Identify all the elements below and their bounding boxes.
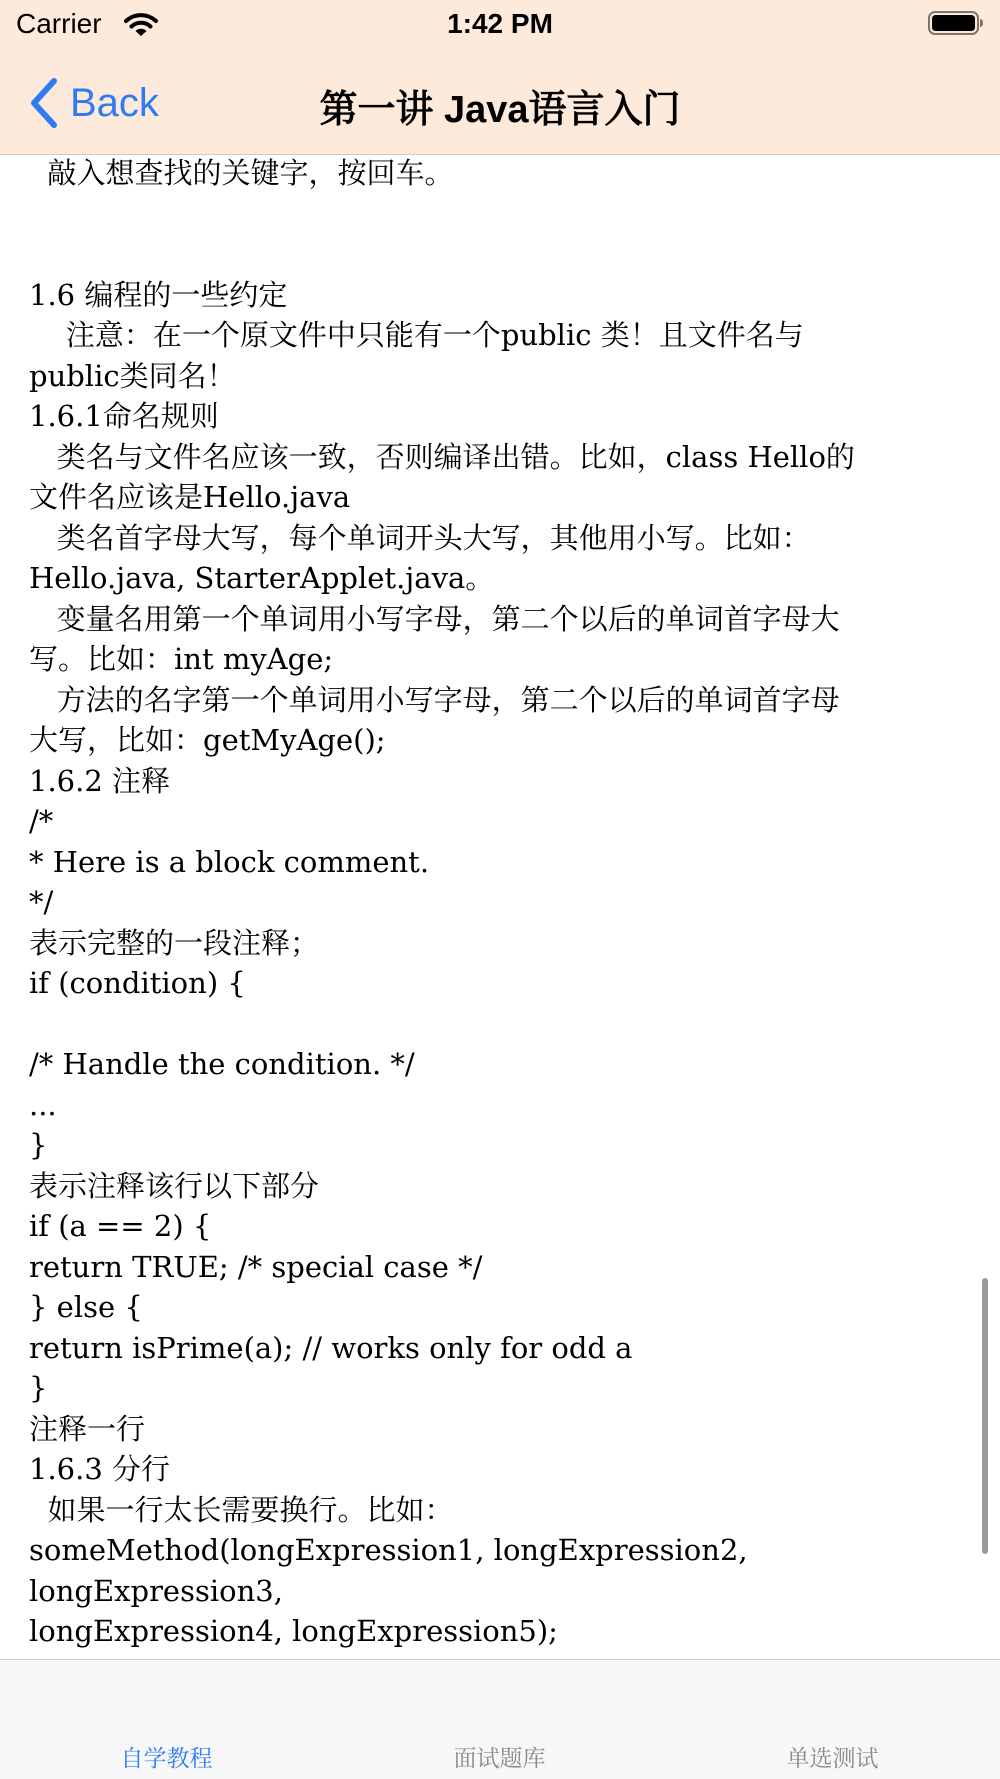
text-line: */ [29,885,54,919]
text-line: 变量名用第一个单词用小写字母，第二个以后的单词首字母大 [56,601,840,636]
text-line: 1.6 编程的一些约定 [29,277,288,312]
status-time: 1:42 PM [447,8,553,39]
text-line: public类同名！ [29,358,236,393]
text-line: if (a == 2) { [29,1209,212,1243]
tab-single-choice-test[interactable] [666,1660,999,1779]
tab-tutorial[interactable] [0,1660,333,1779]
text-line: return TRUE; /* special case */ [29,1249,483,1284]
text-line: /* Handle the condition. */ [29,1047,415,1081]
text-line: 方法的名字第一个单词用小写字母，第二个以后的单词首字母 [56,682,840,717]
text-line: longExpression4, longExpression5); [29,1614,558,1648]
text-line: 注意：在一个原文件中只能有一个public 类！且文件名与 [65,318,804,352]
text-line: 表示完整的一段注释； [29,925,320,960]
scroll-indicator[interactable] [982,1278,988,1554]
lesson-text-view[interactable] [0,155,1000,1659]
tab-label: 面试题库 [453,1746,546,1772]
text-line: /* [29,804,54,838]
text-line: 类名与文件名应该一致，否则编译出错。比如，class Hello的 [56,439,855,474]
text-line: 敲入想查找的关键字，按回车。 [47,156,454,190]
text-line: ... [29,1087,57,1122]
text-line: } [29,1128,48,1162]
page-title: 第一讲 Java语言入门 [319,89,681,131]
text-line: 1.6.3 分行 [29,1452,171,1486]
tab-label: 自学教程 [120,1746,213,1772]
text-line: 大写，比如：getMyAge(); [29,723,386,757]
text-line: * Here is a block comment. [29,844,430,879]
text-line: return isPrime(a); // works only for odd a [29,1330,633,1365]
battery-icon [928,11,984,35]
carrier-label: Carrier [16,8,102,39]
text-line: 注释一行 [29,1411,146,1446]
lesson-text [29,153,974,1733]
tab-label: 单选测试 [786,1746,879,1772]
status-bar [0,0,1000,52]
text-line: 写。比如：int myAge; [29,642,334,676]
text-line: 1.6.2 注释 [29,763,171,798]
text-line: 类名首字母大写，每个单词开头大写，其他用小写。比如： [56,520,811,555]
text-line: 文件名应该是Hello.java [29,480,351,514]
text-line: 表示注释该行以下部分 [29,1168,320,1203]
text-line: someMethod(longExpression1, longExpression2, longExpression3, [29,1533,748,1608]
text-line: } [29,1371,48,1405]
text-line: 如果一行太长需要换行。比如： [47,1492,454,1527]
tab-interview-questions[interactable] [333,1660,666,1779]
text-line: if (condition) { [29,966,246,1000]
text-line: } else { [29,1290,143,1324]
back-label: Back [70,80,159,125]
text-line: Hello.java, StarterApplet.java。 [29,561,495,595]
text-line: 1.6.1命名规则 [29,399,219,433]
tab-bar [0,1659,1000,1779]
navigation-bar [0,52,1000,155]
